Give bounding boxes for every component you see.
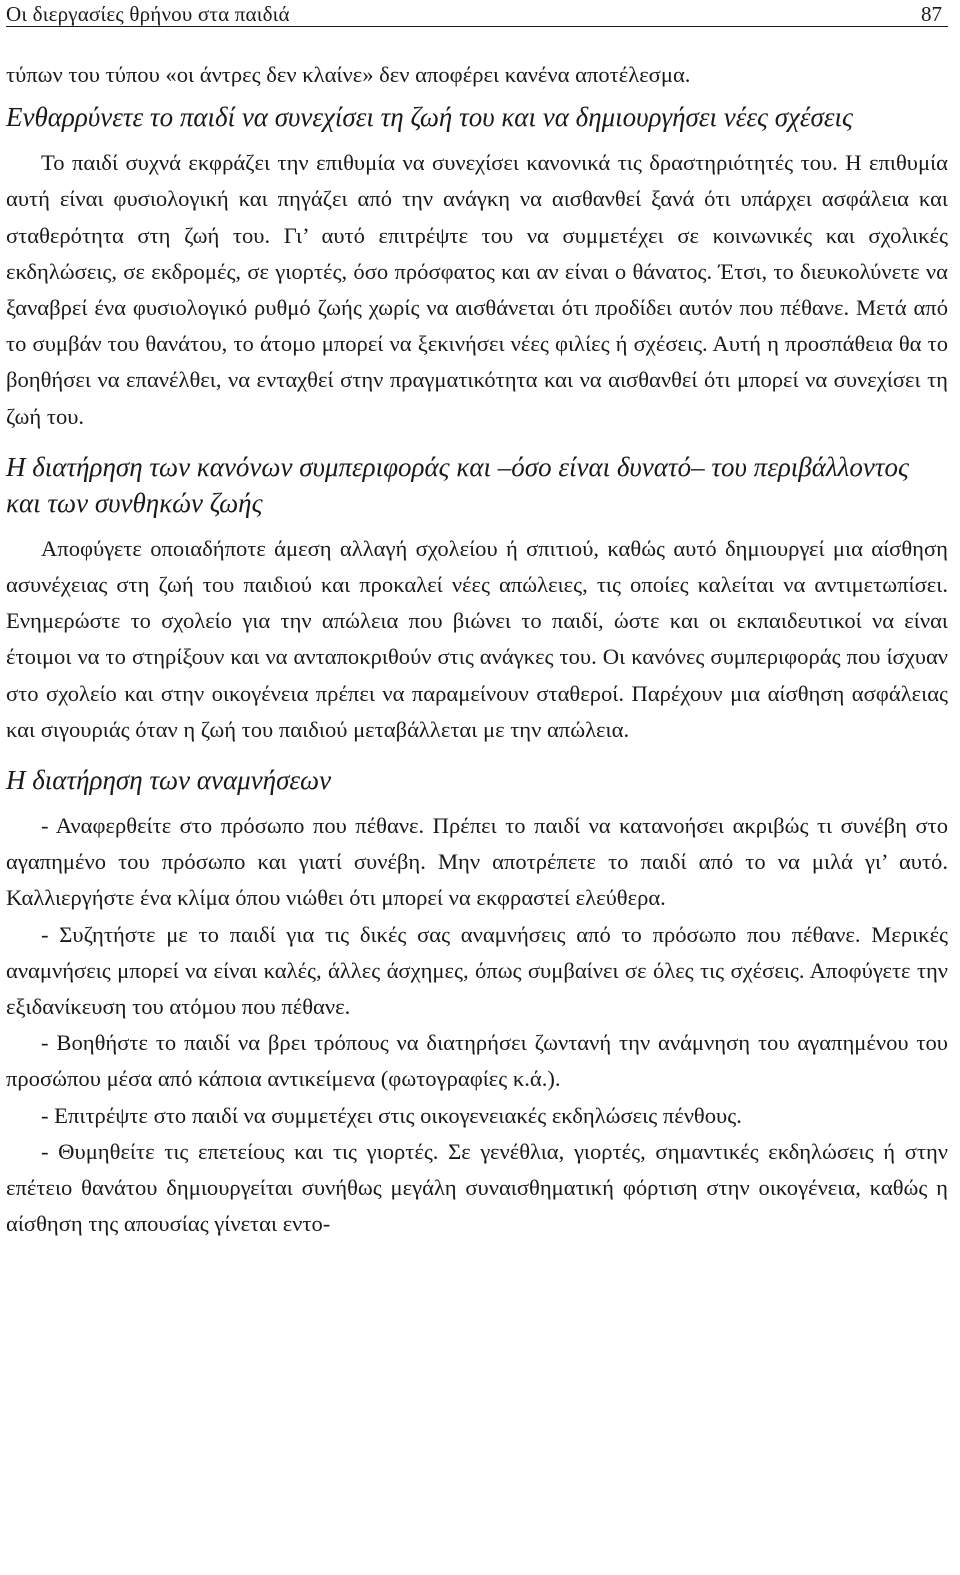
- page-number: 87: [921, 2, 942, 26]
- paragraph-continue-life: Το παιδί συχνά εκφράζει την επιθυμία να συνεχίσει κανονικά τις δραστηριότητές του. Η επιθυμία αυτή είναι φυσιολογική και πηγάζει από την ανάγκη να αισθανθεί ξανά ότι υπάρχει ασφάλεια και σταθερότητα στη ζωή του. Γι’ αυτό επιτρέψτε του να συμμετέχει σε κοινωνικές και σχολικές εκδηλώσεις, σε εκδρομές, σε γιορτές, όσο πρόσφατος και αν είναι ο θάνατος. Έτσι, το διευκολύνετε να ξαναβρεί ένα φυσιολογικό ρυθμό ζωής χωρίς να αισθάνεται ότι προδίδει αυτόν που πέθανε. Μετά από το συμβάν του θανάτου, το άτομο μπορεί να ξεκινήσει νέες φιλίες ή σχέσεις. Αυτή η προσπάθεια θα το βοηθήσει να επανέλθει, να ενταχθεί στην πραγματικότητα και να αισθανθεί ότι μπορεί να συνεχίσει τη ζωή του.: [6, 150, 948, 429]
- bullet-item: - Θυμηθείτε τις επετείους και τις γιορτές. Σε γενέθλια, γιορτές, σημαντικές εκδηλώσεις ή στην επέτειο θανάτου δημιουργείται συνήθως μεγάλη συναισθηματική φόρτιση στην οικογένεια, καθώς η αίσθηση της απουσίας γίνεται εντο-: [6, 1138, 948, 1237]
- paragraph-continuation: τύπων του τύπου «οι άντρες δεν κλαίνε» δεν αποφέρει κανένα αποτέλεσμα.: [6, 62, 691, 87]
- section-heading-behavior-rules: Η διατήρηση των κανόνων συμπεριφοράς και –όσο είναι δυνατό– του περιβάλλοντος και των συνθηκών ζωής: [6, 451, 909, 518]
- paragraph-behavior-rules: Αποφύγετε οποιαδήποτε άμεση αλλαγή σχολείου ή σπιτιού, καθώς αυτό δημιουργεί μια αίσθηση ασυνέχειας στη ζωή του παιδιού και προκαλεί νέες απώλειες, τις οποίες καλείται να αντιμετωπίσει. Ενημερώστε το σχολείο για την απώλεια που βιώνει το παιδί, ώστε και οι εκπαιδευτικοί να είναι έτοιμοι να το στηρίξουν και να ανταποκριθούν στις ανάγκες του. Οι κανόνες συμπεριφοράς που ίσχυαν στο σχολείο και στην οικογένεια πρέπει να παραμείνουν σταθεροί. Παρέχουν μια αίσθηση ασφάλειας και σιγουριάς όταν η ζωή του παιδιού μεταβάλλεται με την απώλεια.: [6, 535, 948, 742]
- bullet-item: - Βοηθήστε το παιδί να βρει τρόπους να διατηρήσει ζωντανή την ανάμνηση του αγαπημένου του προσώπου μέσα από κάποια αντικείμενα (φωτογραφίες κ.ά.).: [6, 1030, 948, 1092]
- bullet-item: - Αναφερθείτε στο πρόσωπο που πέθανε. Πρέπει το παιδί να κατανοήσει ακριβώς τι συνέβη στο αγαπημένο του πρόσωπο και γιατί συνέβη. Μην αποτρέπετε το παιδί από το να μιλά γι’ αυτό. Καλλιεργήστε ένα κλίμα όπου νιώθει ότι μπορεί να εκφραστεί ελεύθερα.: [6, 813, 948, 911]
- section-heading-new-relationships: Ενθαρρύνετε το παιδί να συνεχίσει τη ζωή του και να δημιουργήσει νέες σχέσεις: [6, 102, 853, 133]
- section-heading-memories: Η διατήρηση των αναμνήσεων: [6, 765, 332, 796]
- bullet-item: - Επιτρέψτε στο παιδί να συμμετέχει στις οικογενειακές εκδηλώσεις πένθους.: [41, 1102, 742, 1128]
- bullet-item: - Συζητήστε με το παιδί για τις δικές σας αναμνήσεις από το πρόσωπο που πέθανε. Μερικές αναμνήσεις μπορεί να είναι καλές, άλλες άσχημες, όπως συμβαίνει σε όλες τις σχέσεις. Αποφύγετε την εξιδανίκευση του ατόμου που πέθανε.: [6, 921, 948, 1020]
- running-header-title: Οι διεργασίες θρήνου στα παιδιά: [6, 2, 290, 26]
- running-header: [6, 0, 948, 27]
